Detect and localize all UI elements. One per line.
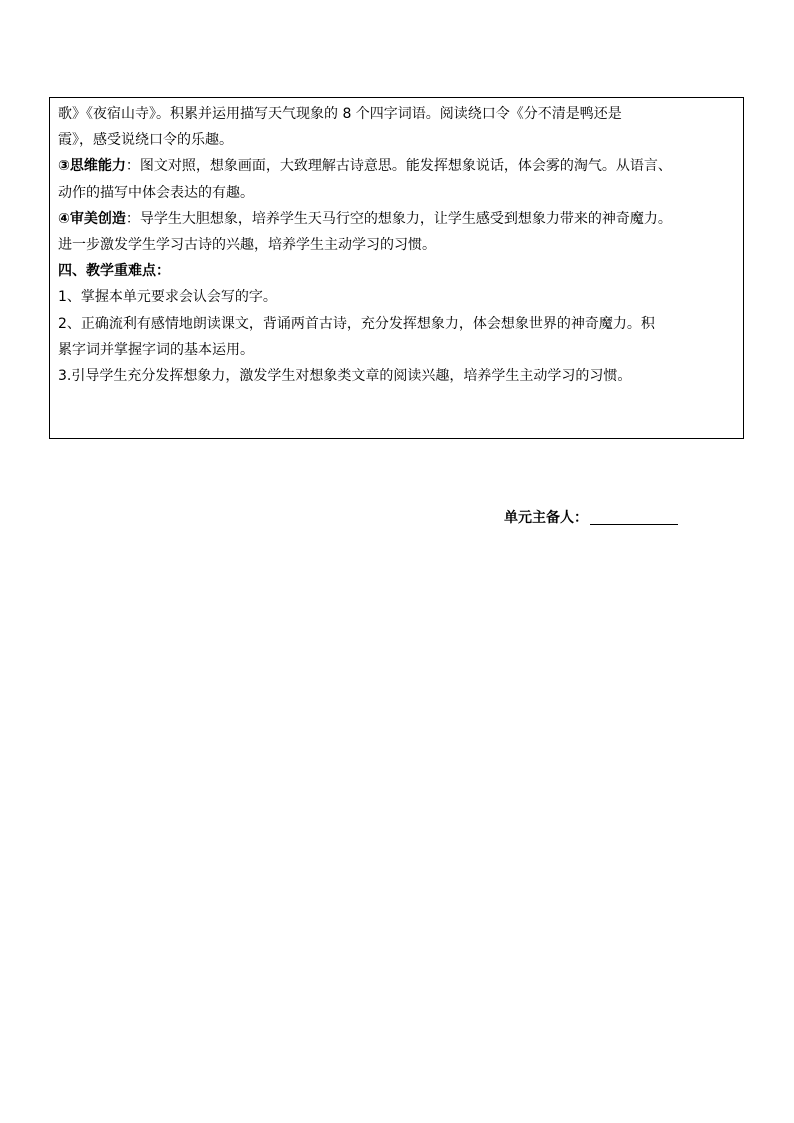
key-point-2-continued	[58, 337, 735, 363]
body-text: ：图文对照，想象画面，大致理解古诗意思。能发挥想象说话，体会雾的淘气。从语言、	[125, 158, 672, 175]
body-line-1	[58, 101, 735, 127]
body-line-4	[58, 180, 735, 206]
unit-preparer-label: 单元主备人：	[504, 510, 588, 526]
body-text: 歌》《夜宿山寺》。积累并运用描写天气现象的 8 个四字词语。阅读绕口令《分不清是鸭还是	[58, 106, 622, 122]
section-heading-line	[58, 258, 735, 284]
body-text: 3.引导学生充分发挥想象力，激发学生对想象类文章的阅读兴趣，培养学生主动学习的习惯。	[58, 367, 632, 384]
key-point-1	[58, 284, 735, 310]
body-text: 累字词并掌握字词的基本运用。	[58, 341, 254, 358]
thinking-ability-label: ③思维能力	[58, 158, 126, 175]
body-text: ：导学生大胆想象，培养学生天马行空的想象力，让学生感受到想象力带来的神奇魔力。	[125, 210, 672, 227]
body-text: 2、正确流利有感情地朗读课文，背诵两首古诗，充分发挥想象力，体会想象世界的神奇魔力。积	[58, 315, 655, 332]
body-text: 进一步激发学生学习古诗的兴趣，培养学生主动学习的习惯。	[58, 236, 436, 253]
body-line-6	[58, 232, 735, 258]
body-text: 霞》，感受说绕口令的乐趣。	[58, 132, 233, 149]
section-heading: 四、教学重难点：	[58, 263, 170, 280]
signature-blank-line	[590, 506, 678, 525]
thinking-ability-line	[58, 153, 735, 179]
key-point-3	[58, 363, 735, 389]
aesthetic-creation-label: ④审美创造	[58, 210, 126, 227]
unit-plan-text-box	[49, 97, 744, 439]
key-point-2	[58, 311, 735, 337]
body-text: 1、掌握本单元要求会认会写的字。	[58, 289, 277, 306]
unit-preparer-signature	[504, 506, 678, 530]
body-text: 动作的描写中体会表达的有趣。	[58, 184, 254, 201]
body-line-2	[58, 127, 735, 153]
aesthetic-creation-line	[58, 206, 735, 232]
